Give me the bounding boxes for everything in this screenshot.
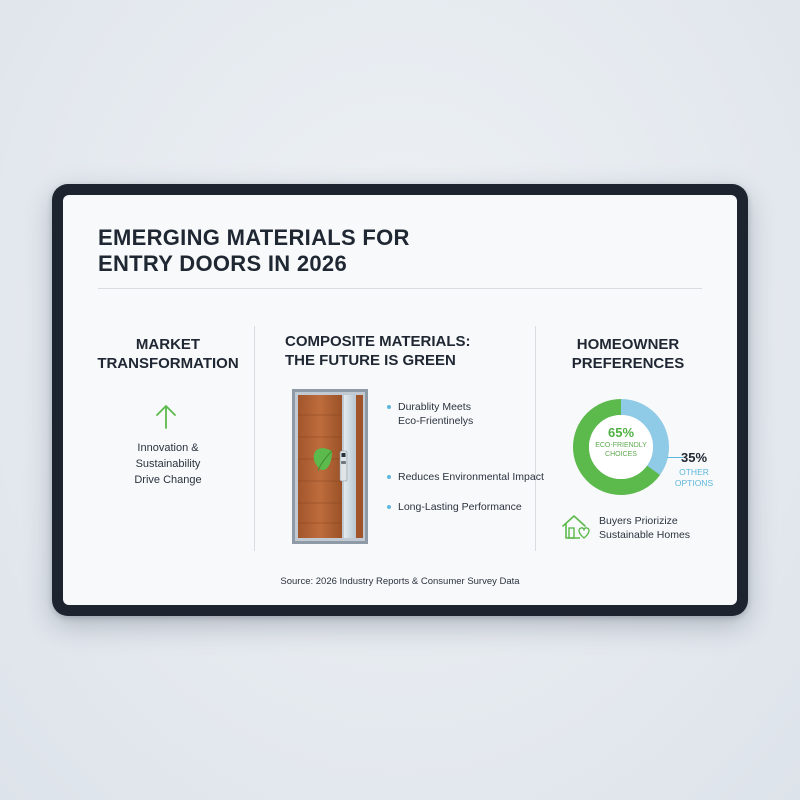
other-options-value: 35%: [680, 450, 708, 465]
house-heart-icon: [560, 512, 592, 540]
eco-friendly-label: ECO-FRIENDLY CHOICES: [595, 442, 647, 458]
bullet-performance: Long-Lasting Performance: [385, 500, 558, 514]
column-divider-left: [254, 326, 255, 551]
composite-heading: COMPOSITE MATERIALS: THE FUTURE IS GREEN: [285, 333, 471, 369]
column-divider-right: [535, 326, 536, 551]
bullet-environment: Reduces Environmental Impact: [385, 470, 558, 484]
slide-screen: [63, 195, 737, 605]
source-note: Source: 2026 Industry Reports & Consumer Survey Data: [280, 576, 520, 587]
other-options-label: OTHER OPTIONS: [674, 467, 714, 488]
preferences-heading: HOMEOWNER PREFERENCES: [571, 336, 685, 372]
eco-friendly-value: 65%: [607, 425, 635, 440]
preferences-caption: Buyers Priorizize Sustainable Homes: [599, 515, 691, 541]
bullet-durability: Durablity Meets Eco-Frientinelys: [385, 400, 558, 428]
market-heading: MARKET TRANSFORMATION: [97, 336, 239, 372]
tablet-device: [52, 184, 748, 616]
arrow-up-icon: [154, 403, 178, 429]
other-options-stat: [669, 450, 719, 489]
title-divider: [98, 288, 702, 289]
door-illustration: [292, 389, 368, 544]
market-caption: Innovation & Sustainability Drive Change: [134, 442, 202, 486]
eco-friendly-stat: [586, 425, 656, 459]
slide-title: EMERGING MATERIALS FOR ENTRY DOORS IN 2026: [98, 225, 410, 276]
